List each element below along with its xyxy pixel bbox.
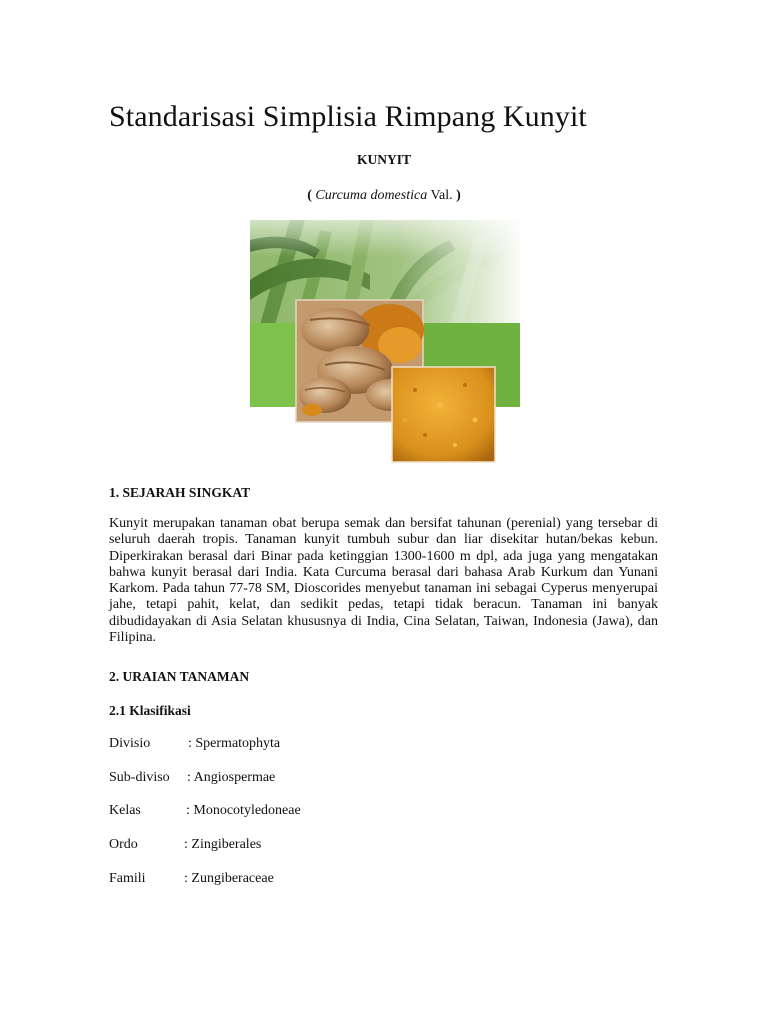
classification-row-famili bbox=[109, 871, 274, 887]
classification-value: : Spermatophyta bbox=[188, 736, 281, 751]
scientific-name-line bbox=[0, 188, 768, 204]
classification-row-divisio bbox=[109, 736, 280, 752]
open-paren: ( bbox=[307, 188, 312, 203]
classification-value: : Zungiberaceae bbox=[184, 871, 274, 886]
classification-rank: Famili bbox=[109, 871, 146, 886]
section-heading-plant-description: 2. URAIAN TANAMAN bbox=[109, 669, 250, 684]
turmeric-illustration bbox=[250, 220, 520, 465]
classification-rank: Ordo bbox=[109, 837, 138, 852]
classification-rank: Divisio bbox=[109, 736, 151, 751]
classification-value: : Zingiberales bbox=[184, 837, 262, 852]
scientific-name: Curcuma domestica bbox=[315, 188, 428, 203]
close-paren: ) bbox=[456, 188, 461, 203]
classification-value: : Angiospermae bbox=[187, 770, 276, 785]
subsection-heading-classification: 2.1 Klasifikasi bbox=[109, 703, 191, 718]
classification-row-subdiviso bbox=[109, 770, 275, 786]
classification-value: : Monocotyledoneae bbox=[186, 803, 301, 818]
document-title: Standarisasi Simplisia Rimpang Kunyit bbox=[109, 100, 587, 133]
author-abbrev: Val. bbox=[430, 188, 453, 203]
classification-row-kelas bbox=[109, 803, 301, 819]
history-paragraph: Kunyit merupakan tanaman obat berupa semak dan bersifat tahunan (perenial) yang tersebar di seluruh daerah tropis. Tanaman kunyit tumbuh subur dan liar disekitar hutan/bekas kebun. Diperkirakan berasal dari Binar pada ketinggian 1300-1600 m dpl, ada juga yang mengatakan bahwa kunyit berasal dari India. Kata Curcuma berasal dari bahasa Arab Kurkum dan Yunani Karkom. Pada tahun 77-78 SM, Dioscorides menyebut tanaman ini sebagai Cyperus menyerupai jahe, tetapi pahit, kelat, dan sedikit pedas, tetapi tidak beracun. Tanaman ini banyak dibudidayakan di Asia Selatan khususnya di India, Cina Selatan, Taiwan, Indonesia (Jawa), dan Filipina. bbox=[109, 516, 658, 646]
section-heading-history: 1. SEJARAH SINGKAT bbox=[109, 485, 251, 500]
classification-rank: Sub-diviso bbox=[109, 770, 170, 785]
plant-name-heading: KUNYIT bbox=[356, 152, 411, 167]
powder-photo bbox=[392, 367, 495, 462]
classification-rank: Kelas bbox=[109, 803, 141, 818]
classification-row-ordo bbox=[109, 837, 261, 853]
